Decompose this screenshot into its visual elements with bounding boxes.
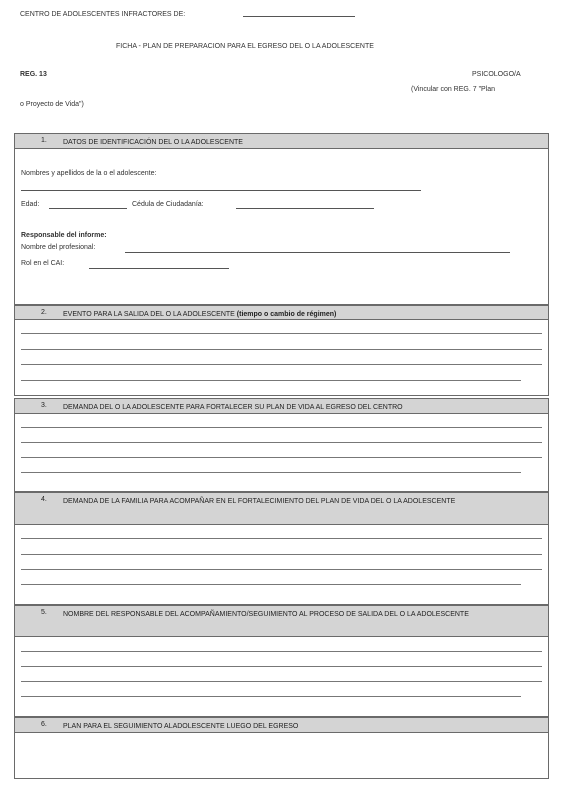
- role-in-cai-field[interactable]: [89, 268, 229, 269]
- link-note-line1: (Vincular con REG. 7 "Plan: [411, 86, 496, 93]
- writing-line[interactable]: [21, 333, 542, 334]
- writing-line[interactable]: [21, 666, 542, 667]
- writing-line[interactable]: [21, 554, 542, 555]
- writing-line[interactable]: [21, 442, 542, 443]
- section-number: 4.: [41, 496, 47, 503]
- section-title: [63, 309, 533, 320]
- section-title: DEMANDA DEL O LA ADOLESCENTE PARA FORTALECER SU PLAN DE VIDA AL EGRESO DEL CENTRO: [63, 404, 403, 411]
- writing-line[interactable]: [21, 457, 542, 458]
- section-family-demand: [14, 492, 549, 605]
- section-number: 3.: [41, 402, 47, 409]
- section-header: [15, 134, 548, 149]
- section-title: PLAN PARA EL SEGUIMIENTO ALADOLESCENTE LUEGO DEL EGRESO: [63, 723, 299, 730]
- section-header: [15, 493, 548, 525]
- section-header: [15, 306, 548, 320]
- section-followup-responsible: [14, 605, 549, 717]
- names-field[interactable]: [21, 190, 421, 191]
- writing-line[interactable]: [21, 681, 542, 682]
- form-title: FICHA - PLAN DE PREPARACION PARA EL EGRESO DEL O LA ADOLESCENTE: [116, 43, 374, 50]
- writing-line[interactable]: [21, 538, 542, 539]
- role-in-cai-label: Rol en el CAI:: [21, 260, 65, 267]
- section-title-note: (tiempo o cambio de régimen): [236, 311, 337, 318]
- section-header: [15, 718, 548, 733]
- writing-line[interactable]: [21, 569, 542, 570]
- section-header: [15, 606, 548, 637]
- section-number: 2.: [41, 309, 47, 316]
- section-header: [15, 399, 548, 414]
- section-number: 1.: [41, 137, 47, 144]
- section-identification: [14, 133, 549, 305]
- professional-name-label: Nombre del profesional:: [21, 244, 96, 251]
- role-label: PSICOLOGO/A: [472, 71, 521, 78]
- reg-code: REG. 13: [20, 71, 47, 78]
- section-title-text: EVENTO PARA LA SALIDA DEL O LA ADOLESCENTE: [63, 311, 235, 318]
- writing-line[interactable]: [21, 427, 542, 428]
- age-label: Edad:: [21, 201, 40, 208]
- professional-name-field[interactable]: [125, 252, 510, 253]
- section-exit-event: [14, 305, 549, 396]
- link-note-line2: o Proyecto de Vida"): [20, 101, 84, 108]
- center-label: CENTRO DE ADOLESCENTES INFRACTORES DE:: [20, 11, 186, 18]
- section-title: DEMANDA DE LA FAMILIA PARA ACOMPAÑAR EN EL FORTALECIMIENTO DEL PLAN DE VIDA DEL O LA ADOLESCENTE: [63, 498, 456, 505]
- section-followup-plan: [14, 717, 549, 779]
- writing-line[interactable]: [21, 651, 542, 652]
- names-label: Nombres y apellidos de la o el adolescente:: [21, 170, 157, 177]
- section-adolescent-demand: [14, 398, 549, 492]
- writing-line[interactable]: [21, 349, 542, 350]
- id-field[interactable]: [236, 208, 374, 209]
- age-field[interactable]: [49, 208, 127, 209]
- section-title: NOMBRE DEL RESPONSABLE DEL ACOMPAÑAMIENTO/SEGUIMIENTO AL PROCESO DE SALIDA DEL O LA ADOLESCENTE: [63, 611, 469, 618]
- center-name-field[interactable]: [243, 16, 355, 17]
- section-number: 5.: [41, 609, 47, 616]
- writing-line[interactable]: [21, 364, 542, 365]
- section-title: DATOS DE IDENTIFICACIÓN DEL O LA ADOLESCENTE: [63, 139, 243, 146]
- section-number: 6.: [41, 721, 47, 728]
- writing-line[interactable]: [21, 696, 521, 697]
- responsible-heading: Responsable del informe:: [21, 232, 107, 239]
- writing-line[interactable]: [21, 380, 521, 381]
- writing-line[interactable]: [21, 472, 521, 473]
- id-label: Cédula de Ciudadanía:: [132, 201, 204, 208]
- writing-line[interactable]: [21, 584, 521, 585]
